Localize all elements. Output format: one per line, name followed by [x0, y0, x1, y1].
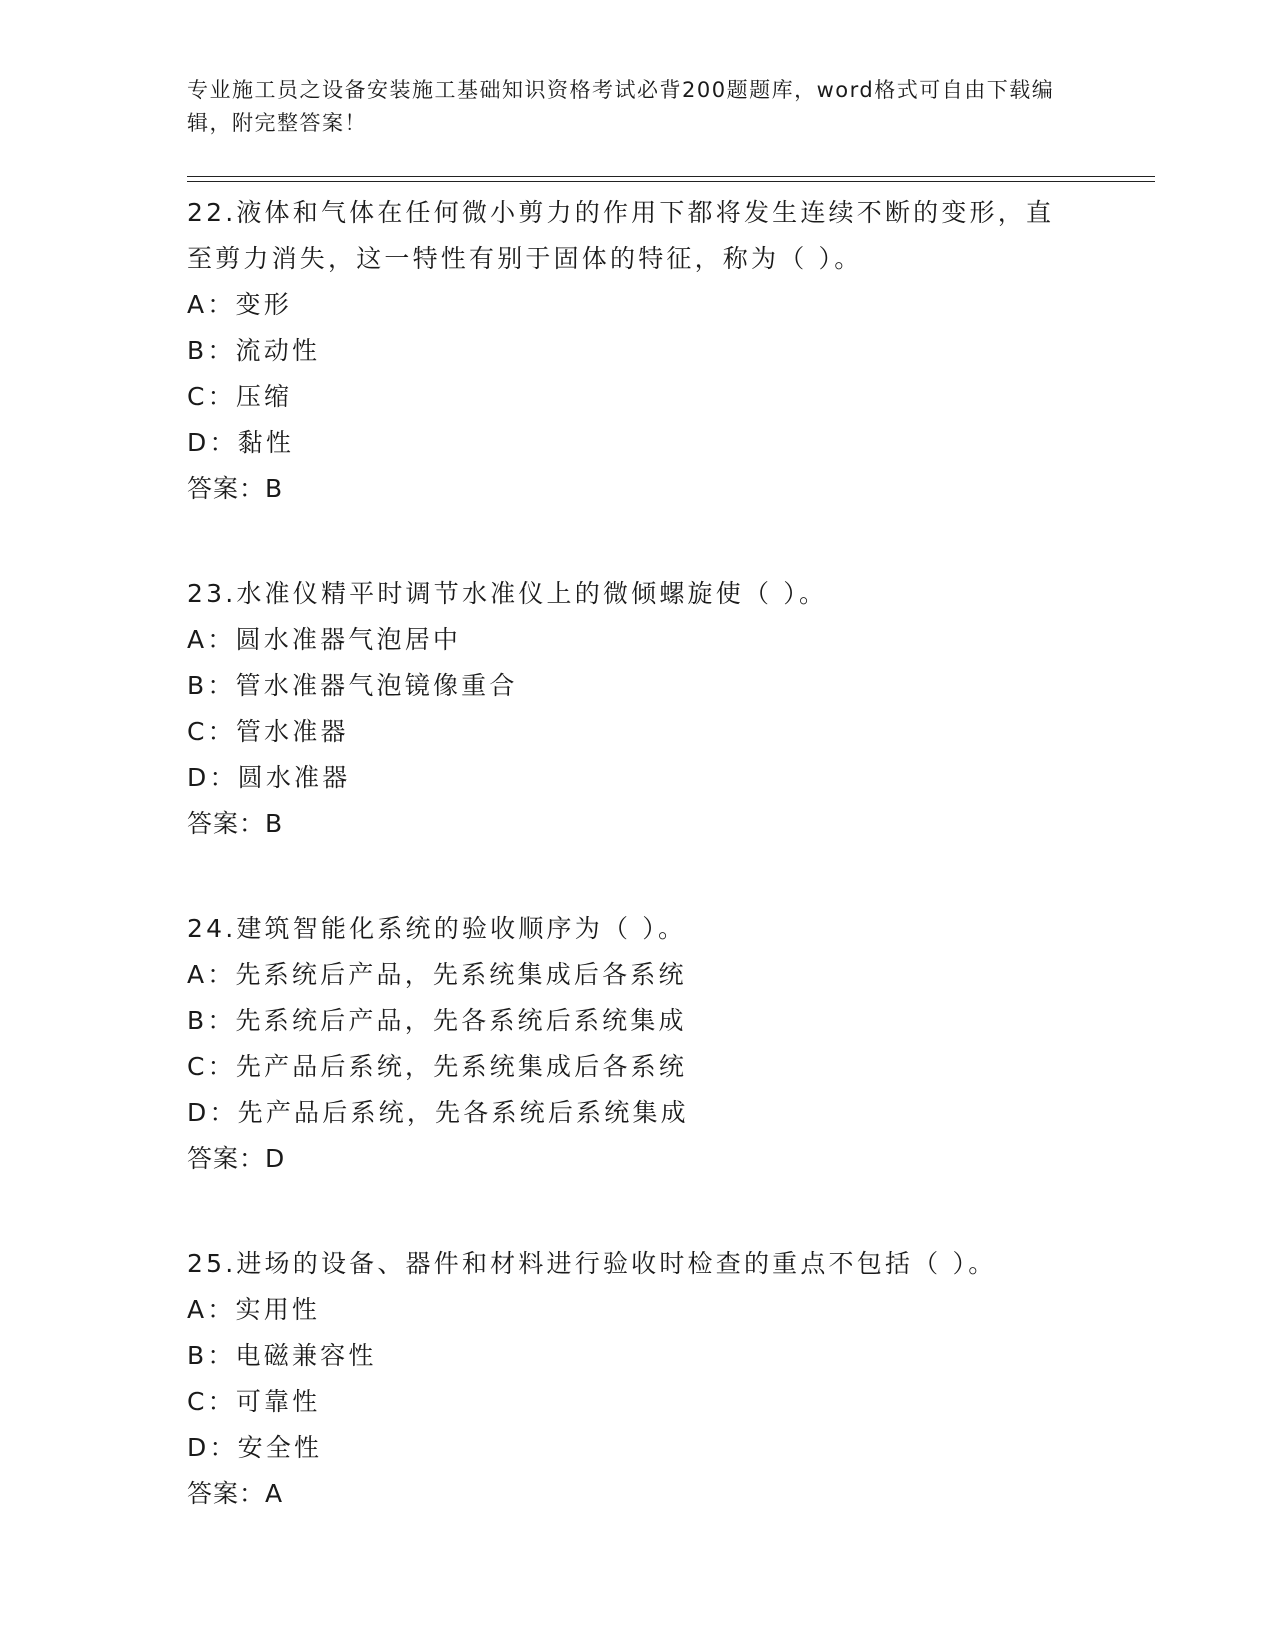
- option-c: C：先产品后系统，先系统集成后各系统: [187, 1052, 688, 1081]
- option-b: B：先系统后产品，先各系统后系统集成: [187, 1006, 687, 1035]
- header-divider-top: [187, 176, 1155, 177]
- question-stem: 24.建筑智能化系统的验收顺序为（ ）。: [187, 914, 687, 943]
- option-b: B：流动性: [187, 336, 321, 365]
- option-c: C：压缩: [187, 382, 293, 411]
- option-c: C：可靠性: [187, 1387, 321, 1416]
- answer: 答案：B: [187, 474, 284, 503]
- option-d: D：圆水准器: [187, 763, 351, 792]
- option-a: A：圆水准器气泡居中: [187, 625, 462, 654]
- option-a: A：变形: [187, 290, 292, 319]
- question-list: [187, 190, 1077, 1576]
- header-divider-bottom: [187, 181, 1155, 182]
- document-header: [187, 74, 1067, 140]
- option-d: D：黏性: [187, 428, 295, 457]
- option-b: B：管水准器气泡镜像重合: [187, 671, 518, 700]
- question-22: [187, 190, 1077, 512]
- question-stem: 22.液体和气体在任何微小剪力的作用下都将发生连续不断的变形，直至剪力消失，这一特性有别于固体的特征，称为（ ）。: [187, 198, 1055, 273]
- option-c: C：管水准器: [187, 717, 349, 746]
- option-d: D：先产品后系统，先各系统后系统集成: [187, 1098, 689, 1127]
- question-stem: 25.进场的设备、器件和材料进行验收时检查的重点不包括（ ）。: [187, 1249, 997, 1278]
- option-b: B：电磁兼容性: [187, 1341, 377, 1370]
- answer: 答案：A: [187, 1479, 284, 1508]
- option-a: A：实用性: [187, 1295, 321, 1324]
- option-d: D：安全性: [187, 1433, 323, 1462]
- answer: 答案：B: [187, 809, 284, 838]
- answer: 答案：D: [187, 1144, 286, 1173]
- question-23: [187, 571, 1077, 847]
- header-title: 专业施工员之设备安装施工基础知识资格考试必背200题题库，word格式可自由下载编辑，附完整答案！: [187, 78, 1055, 135]
- option-a: A：先系统后产品，先系统集成后各系统: [187, 960, 687, 989]
- question-stem: 23.水准仪精平时调节水准仪上的微倾螺旋使（ ）。: [187, 579, 828, 608]
- question-24: [187, 906, 1077, 1182]
- question-25: [187, 1241, 1077, 1517]
